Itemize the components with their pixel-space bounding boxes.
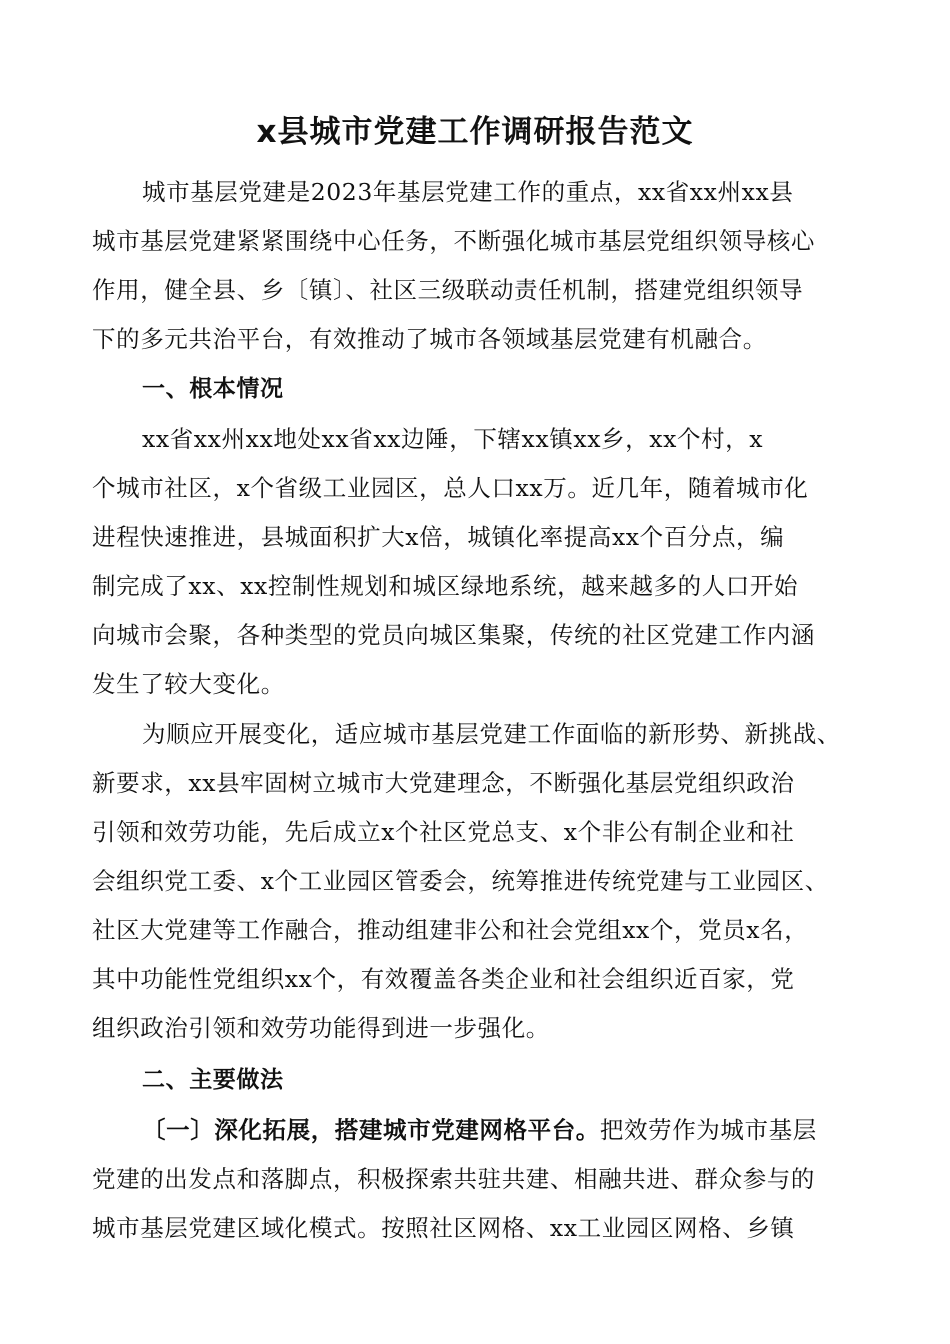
subsection-line-1-rest: 把效劳作为城市基层 (599, 1116, 817, 1144)
section1-p1-line-3: 进程快速推进，县城面积扩大x倍，城镇化率提高xx个百分点，编 (92, 523, 785, 551)
section-heading-main-practices: 二、主要做法 (142, 1067, 284, 1093)
section1-p1-line-6: 发生了较大变化。 (92, 670, 285, 698)
section1-p1-line-5: 向城市会聚，各种类型的党员向城区集聚，传统的社区党建工作内涵 (92, 621, 815, 649)
document-title: x县城市党建工作调研报告范文 (256, 114, 694, 150)
section1-p1-line-4: 制完成了xx、xx控制性规划和城区绿地系统，越来越多的人口开始 (92, 572, 799, 600)
section1-p2-line-3: 引领和效劳功能，先后成立x个社区党总支、x个非公有制企业和社 (92, 818, 795, 846)
section1-p2-line-6: 其中功能性党组织xx个，有效覆盖各类企业和社会组织近百家，党 (92, 965, 795, 993)
intro-line-4: 下的多元共治平台，有效推动了城市各领域基层党建有机融合。 (92, 325, 767, 353)
intro-line-2: 城市基层党建紧紧围绕中心任务，不断强化城市基层党组织领导核心 (92, 227, 815, 255)
subsection-lead: 〔一〕深化拓展，搭建城市党建网格平台。 (142, 1116, 600, 1144)
intro-line-3: 作用，健全县、乡〔镇〕、社区三级联动责任机制，搭建党组织领导 (92, 276, 804, 304)
section1-p1-line-2: 个城市社区，x个省级工业园区，总人口xx万。近几年，随着城市化 (92, 474, 809, 502)
section1-p2-line-1: 为顺应开展变化，适应城市基层党建工作面临的新形势、新挑战、 (142, 720, 841, 748)
section-heading-basic-situation: 一、根本情况 (142, 376, 284, 402)
section1-p2-line-4: 会组织党工委、x个工业园区管委会，统筹推进传统党建与工业园区、 (92, 867, 829, 895)
section1-p1-line-1: xx省xx州xx地处xx省xx边陲，下辖xx镇xx乡，xx个村，x (142, 425, 764, 453)
section1-p2-line-2: 新要求，xx县牢固树立城市大党建理念，不断强化基层党组织政治 (92, 769, 795, 797)
section2-sub1-line-3: 城市基层党建区域化模式。按照社区网格、xx工业园区网格、乡镇 (92, 1214, 795, 1242)
section1-p2-line-5: 社区大党建等工作融合，推动组建非公和社会党组xx个，党员x名， (92, 916, 809, 944)
section2-sub1-line-2: 党建的出发点和落脚点，积极探索共驻共建、相融共进、群众参与的 (92, 1165, 815, 1193)
section1-p2-line-7: 组织政治引领和效劳功能得到进一步强化。 (92, 1014, 550, 1042)
intro-line-1: 城市基层党建是2023年基层党建工作的重点，xx省xx州xx县 (142, 178, 794, 206)
section2-sub1-line-1 (142, 1113, 817, 1147)
